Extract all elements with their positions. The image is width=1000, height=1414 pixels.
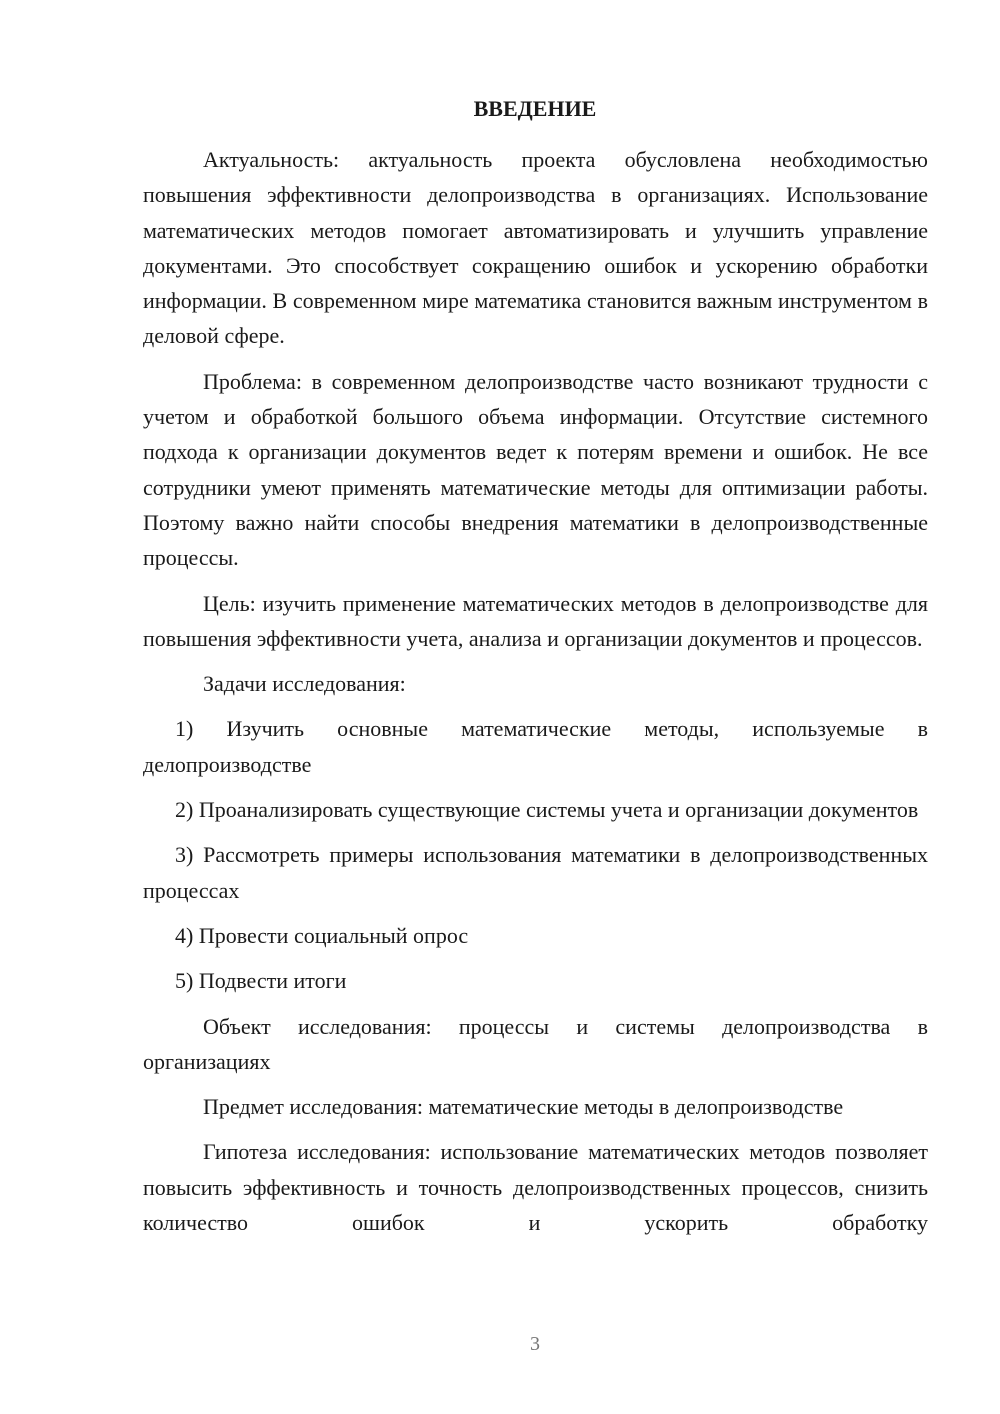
- task-item-5: 5) Подвести итоги: [175, 968, 347, 994]
- document-body: [143, 142, 928, 1250]
- paragraph-relevance: Актуальность: актуальность проекта обусловлена необходимостью повышения эффективности делопроизводства в организациях. Использование математических методов помогает автоматизировать и улучшить управление документами. Это способствует сокращению ошибок и ускорению обработки информации. В современном мире математика становится важным инструментом в деловой сфере.: [143, 147, 928, 349]
- page-number: 3: [530, 1333, 540, 1355]
- paragraph-goal: Цель: изучить применение математических методов в делопроизводстве для повышения эффективности учета, анализа и организации документов и процессов.: [143, 590, 928, 651]
- task-item-4: 4) Провести социальный опрос: [175, 922, 469, 948]
- paragraph-object: Объект исследования: процессы и системы делопроизводства в организациях: [143, 1013, 928, 1074]
- paragraph-hypothesis: Гипотеза исследования: использование математических методов позволяет повысить эффективность и точность делопроизводственных процессов, снизить количество ошибок и ускорить обработку: [143, 1139, 928, 1236]
- task-item-3: 3) Рассмотреть примеры использования математики в делопроизводственных процессах: [143, 842, 928, 903]
- paragraph-subject: Предмет исследования: математические методы в делопроизводстве: [203, 1094, 844, 1120]
- paragraph-problem: Проблема: в современном делопроизводстве часто возникают трудности с учетом и обработкой большого объема информации. Отсутствие системного подхода к организации документов ведет к потерям времени и ошибок. Не все сотрудники умеют применять математические методы для оптимизации работы. Поэтому важно найти способы внедрения математики в делопроизводственные процессы.: [143, 368, 928, 571]
- paragraph-tasks-heading: Задачи исследования:: [203, 671, 406, 697]
- task-item-1: 1) Изучить основные математические методы, используемые в делопроизводстве: [143, 716, 928, 777]
- task-item-2: 2) Проанализировать существующие системы учета и организации документов: [175, 797, 919, 823]
- page-title: ВВЕДЕНИЕ: [473, 96, 597, 121]
